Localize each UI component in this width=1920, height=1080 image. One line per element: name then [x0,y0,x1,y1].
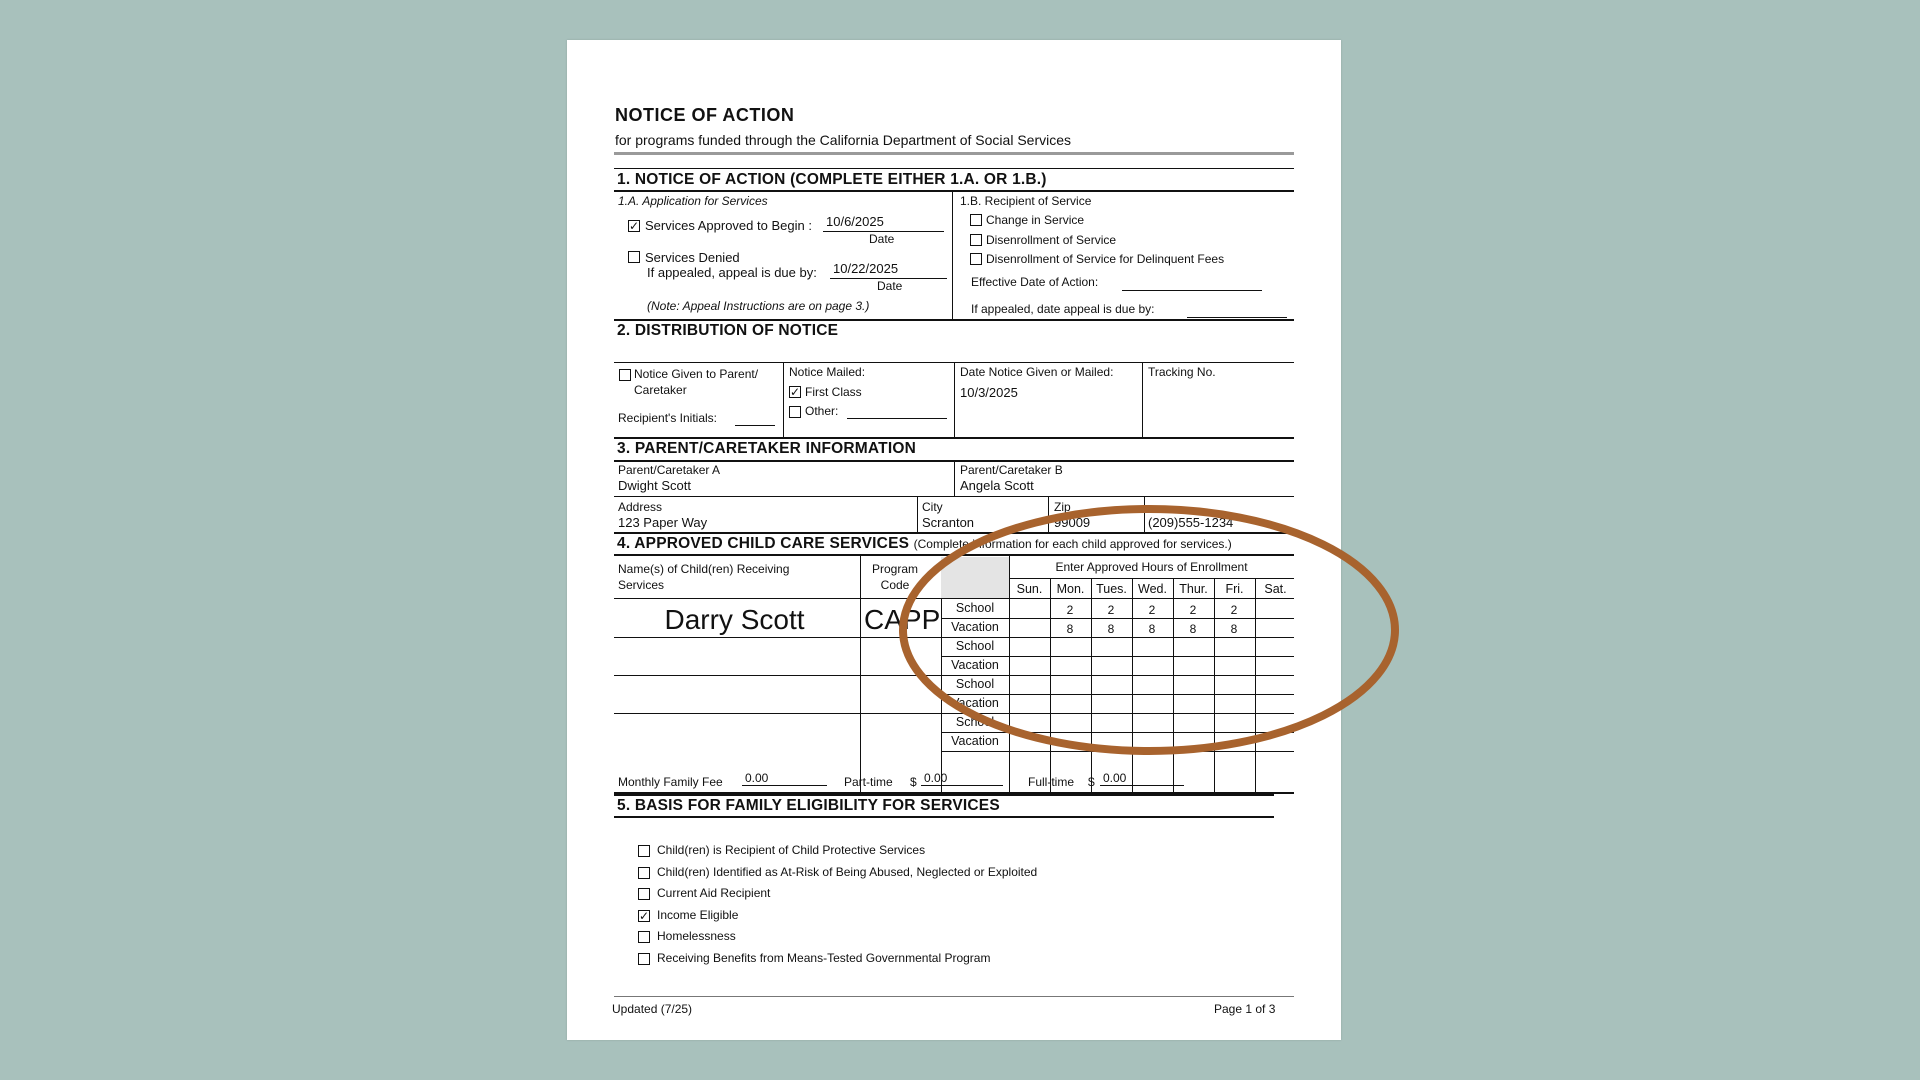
zip-label: Zip [1054,500,1071,514]
vacation-hours-cell: 8 [1230,622,1238,636]
fulltime-currency: $ [1088,775,1095,789]
disenrollment-label: Disenrollment of Service [986,233,1117,247]
services-denied-label: Services Denied [645,250,740,265]
parent-a-value: Dwight Scott [618,478,691,493]
change-in-service-label: Change in Service [986,213,1085,227]
notice-given-label2: Caretaker [634,383,687,397]
day-header: Sat. [1264,582,1287,596]
row-label: School [955,639,995,653]
date-given-value: 10/3/2025 [960,385,1018,400]
fulltime-value: 0.00 [1103,771,1127,785]
section1b-label: 1.B. Recipient of Service [960,194,1092,208]
children-names-label2: Services [618,578,665,592]
monthly-fee-value: 0.00 [745,771,769,785]
eligibility-label: Receiving Benefits from Means-Tested Governmental Program [657,950,991,965]
child-name: Darry Scott [664,604,805,635]
section1a-label: 1.A. Application for Services [618,194,768,208]
notice-mailed-label: Notice Mailed: [789,365,866,379]
city-value: Scranton [922,515,975,530]
phone-value: (209)555-1234 [1148,515,1234,530]
date-caption: Date [869,232,895,246]
children-names-label: Name(s) of Child(ren) Receiving [618,562,790,576]
school-hours-cell: 2 [1230,603,1238,617]
highlight-circle-annotation [903,509,1395,751]
fulltime-label: Full-time [1028,775,1075,789]
appeal-note: (Note: Appeal Instructions are on page 3.) [647,299,870,313]
row-label: Vacation [951,620,999,634]
school-hours-cell: 2 [1107,603,1115,617]
eligibility-label: Current Aid Recipient [657,886,771,900]
school-hours-cell: 2 [1066,603,1074,617]
vacation-hours-cell: 8 [1066,622,1074,636]
section5-heading: 5. BASIS FOR FAMILY ELIGIBILITY FOR SERVICES [617,797,1000,814]
parent-b-value: Angela Scott [960,478,1034,493]
row-label: School [955,715,995,729]
program-code-label: Program [871,562,918,576]
day-header: Tues. [1096,582,1127,596]
date-caption: Date [877,279,903,293]
parttime-currency: $ [910,775,917,789]
appeal-due-label: If appealed, appeal is due by: [647,265,817,280]
row-label: School [955,601,995,615]
program-code-value: CAPP [864,604,941,635]
date-given-label: Date Notice Given or Mailed: [960,365,1114,379]
effective-date-label: Effective Date of Action: [971,275,1099,289]
vacation-hours-cell: 8 [1189,622,1197,636]
eligibility-label: Income Eligible [657,907,739,922]
monthly-fee-label: Monthly Family Fee [618,775,723,789]
eligibility-label: Child(ren) is Recipient of Child Protective Services [657,843,926,857]
row-label: Vacation [951,696,999,710]
parent-a-label: Parent/Caretaker A [618,463,721,477]
day-header: Wed. [1138,582,1167,596]
services-approved-label: Services Approved to Begin : [645,218,812,233]
approved-date: 10/6/2025 [826,214,884,229]
page-title: NOTICE OF ACTION [615,105,795,125]
section1-heading: 1. NOTICE OF ACTION (COMPLETE EITHER 1.A. OR 1.B.) [617,171,1047,188]
other-label: Other: [805,404,839,418]
section4-heading: 4. APPROVED CHILD CARE SERVICES [617,535,910,552]
row-label: Vacation [951,734,999,748]
row-label: School [955,677,995,691]
address-label: Address [618,500,663,514]
address-value: 123 Paper Way [618,515,708,530]
program-code-label2: Code [880,578,910,592]
appeal-date: 10/22/2025 [833,261,899,276]
vacation-hours-cell: 8 [1107,622,1115,636]
initials-label: Recipient's Initials: [618,411,717,425]
first-class-label: First Class [805,385,862,399]
school-hours-cell: 2 [1148,603,1156,617]
page-subtitle: for programs funded through the California Department of Social Services [615,132,1072,148]
city-label: City [922,500,943,514]
eligibility-label: Child(ren) Identified as At-Risk of Being Abused, Neglected or Exploited [657,864,1038,879]
day-header: Sun. [1016,582,1043,596]
eligibility-label: Homelessness [657,929,736,943]
parent-b-label: Parent/Caretaker B [960,463,1063,477]
vacation-hours-cell: 8 [1148,622,1156,636]
day-header: Thur. [1179,582,1208,596]
disenrollment-fees-label: Disenrollment of Service for Delinquent Fees [986,252,1225,266]
day-header: Mon. [1056,582,1085,596]
parttime-value: 0.00 [924,771,948,785]
zip-value: 99009 [1054,515,1091,530]
services-approved-checkbox[interactable]: ✓ [629,219,640,233]
day-header: Fri. [1225,582,1244,596]
page-number: Page 1 of 3 [1214,1002,1276,1016]
notice-given-label: Notice Given to Parent/ [634,367,759,381]
updated-label: Updated (7/25) [612,1002,693,1016]
section4-note: (Complete information for each child approved for services.) [913,537,1232,551]
eligibility-checkbox[interactable]: ✓ [639,908,650,923]
parttime-label: Part-time [844,775,893,789]
hours-label: Enter Approved Hours of Enrollment [1055,560,1248,574]
section2-heading: 2. DISTRIBUTION OF NOTICE [617,322,839,339]
appeal-due-b-label: If appealed, date appeal is due by: [971,302,1155,316]
section3-heading: 3. PARENT/CARETAKER INFORMATION [617,440,916,457]
first-class-checkbox[interactable]: ✓ [790,385,801,399]
school-hours-cell: 2 [1189,603,1197,617]
row-label: Vacation [951,658,999,672]
tracking-label: Tracking No. [1148,365,1216,379]
